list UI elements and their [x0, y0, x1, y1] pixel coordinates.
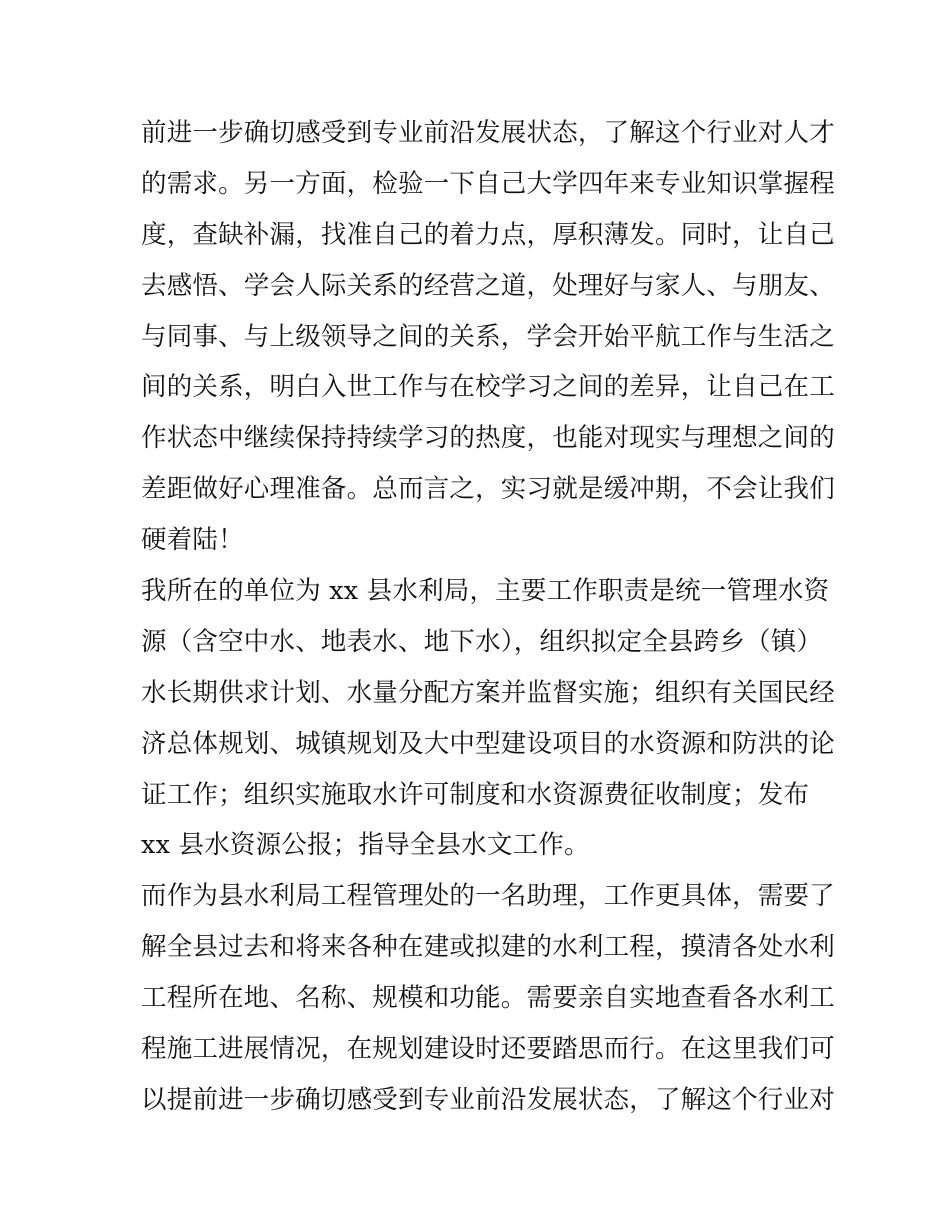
paragraph-3 [141, 871, 835, 1125]
text-line: 解全县过去和将来各种在建或拟建的水利工程，摸清各处水利 [141, 932, 835, 963]
text-line: 济总体规划、城镇规划及大中型建设项目的水资源和防洪的论 [141, 728, 835, 759]
text-line: 前进一步确切感受到专业前沿发展状态，了解这个行业对人才 [141, 118, 835, 148]
text-line: 工程所在地、名称、规模和功能。需要亲自实地查看各水利工 [141, 983, 835, 1014]
text-line: 以提前进一步确切感受到专业前沿发展状态，了解这个行业对 [141, 1084, 835, 1115]
text-line: 程施工进展情况，在规划建设时还要踏思而行。在这里我们可 [141, 1034, 835, 1065]
paragraph-1 [141, 108, 835, 566]
paragraph-2 [141, 566, 835, 871]
text-line: 的需求。另一方面，检验一下自己大学四年来专业知识掌握程 [141, 168, 835, 199]
text-line: 证工作；组织实施取水许可制度和水资源费征收制度；发布 [141, 779, 810, 810]
text-line: 与同事、与上级领导之间的关系，学会开始平航工作与生活之 [141, 321, 835, 352]
text-line: 差距做好心理准备。总而言之，实习就是缓冲期，不会让我们 [141, 474, 835, 505]
text-line: 作状态中继续保持持续学习的热度，也能对现实与理想之间的 [141, 423, 835, 454]
document-body [141, 108, 835, 1126]
text-line: 度，查缺补漏，找准自己的着力点，厚积薄发。同时，让自己 [141, 219, 835, 250]
text-line: 水长期供求计划、水量分配方案并监督实施；组织有关国民经 [141, 677, 835, 708]
text-line: 硬着陆！ [141, 525, 244, 556]
text-line: 源（含空中水、地表水、地下水），组织拟定全县跨乡（镇） [141, 626, 823, 657]
text-line: 间的关系，明白入世工作与在校学习之间的差异，让自己在工 [141, 372, 835, 403]
text-line: 去感悟、学会人际关系的经营之道，处理好与家人、与朋友、 [141, 270, 835, 301]
text-line: 我所在的单位为 xx 县水利局，主要工作职责是统一管理水资 [141, 576, 830, 607]
text-line: 而作为县水利局工程管理处的一名助理，工作更具体，需要了 [141, 881, 835, 912]
text-line: xx 县水资源公报；指导全县水文工作。 [141, 830, 590, 861]
